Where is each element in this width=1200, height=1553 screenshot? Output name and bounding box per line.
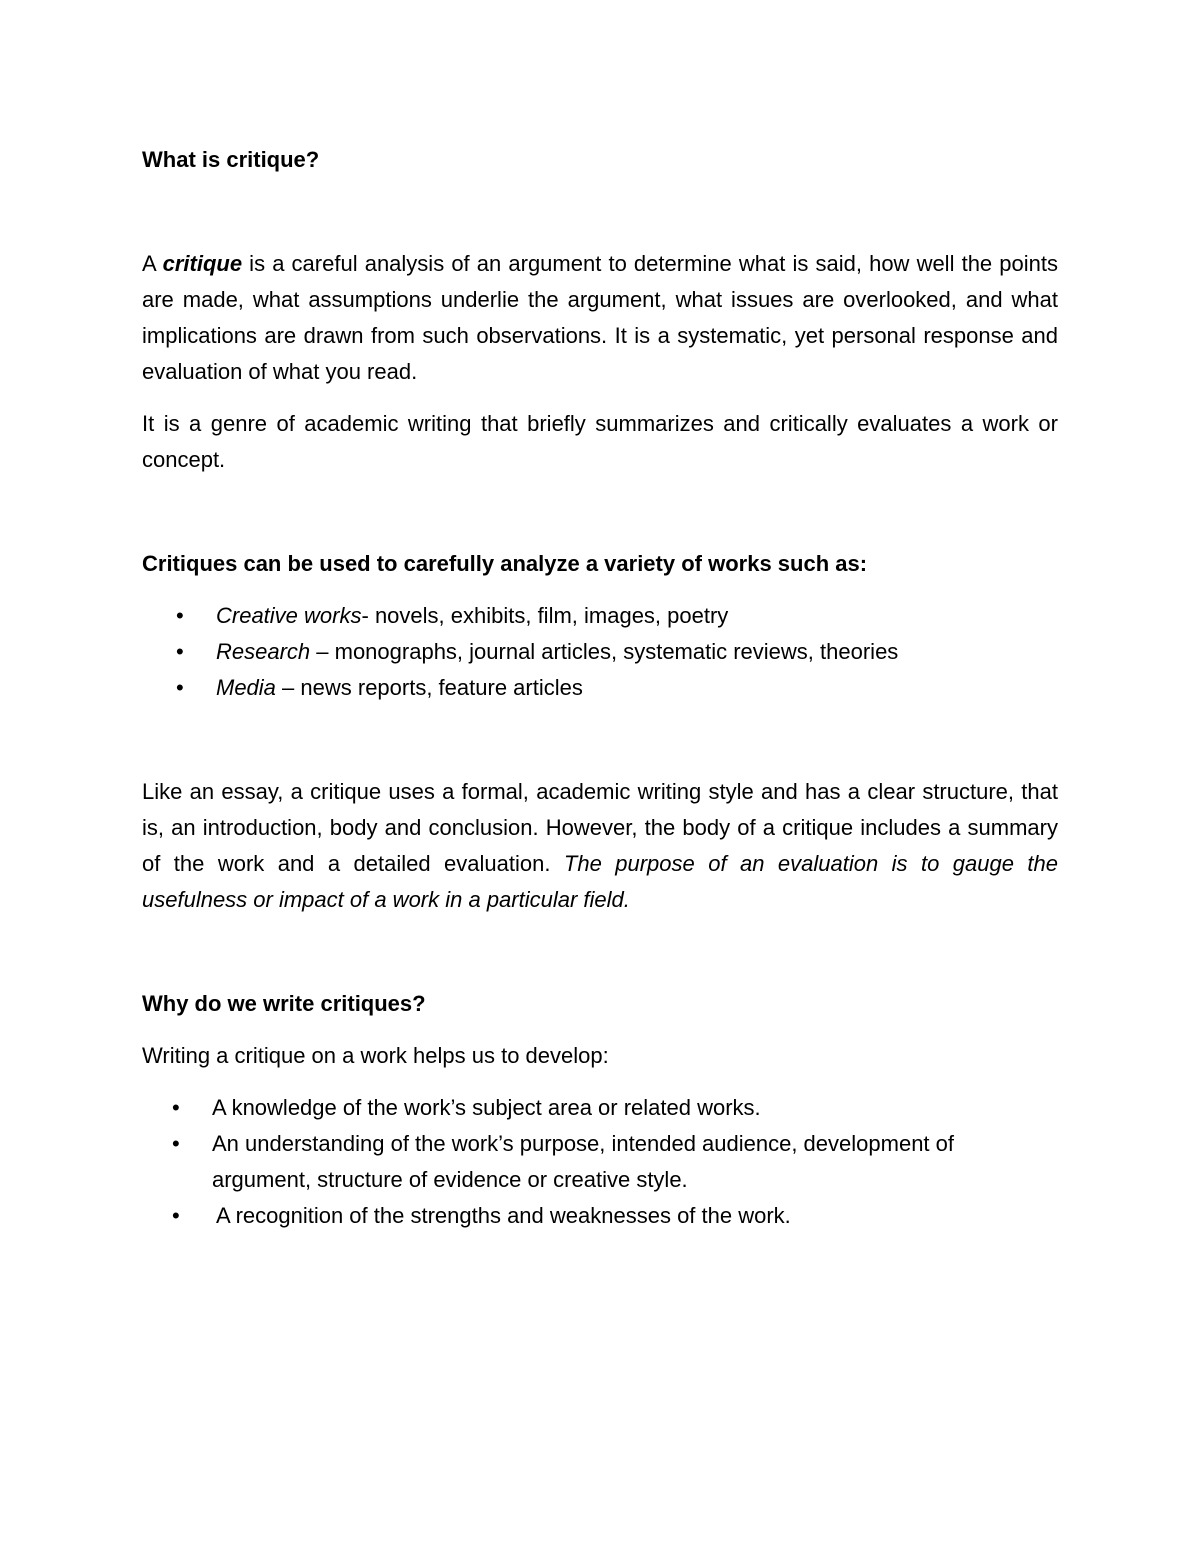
use-description: news reports, feature articles <box>300 675 583 700</box>
list-item <box>142 1090 1058 1126</box>
heading-critique-uses: Critiques can be used to carefully analyze a variety of works such as: <box>142 551 868 576</box>
paragraph-italic-purpose: The purpose of an evaluation is to gauge the usefulness or impact of a work in a particular field. <box>142 851 1058 912</box>
paragraph-lead: A <box>142 251 163 276</box>
bullet-icon: • <box>172 1095 180 1120</box>
paragraph-critique-definition <box>142 246 1058 390</box>
use-separator: – <box>275 675 301 700</box>
paragraph-text: Like an essay, a critique uses a formal, academic writing style and has a clear structure, that is, an introduction, body and conclusion. However, the body of a critique includes a summary of the work and a detailed evaluation. <box>142 779 1058 876</box>
bullet-icon: • <box>176 603 184 628</box>
use-description: novels, exhibits, film, images, poetry <box>374 603 729 628</box>
heading-what-is-critique: What is critique? <box>142 147 320 172</box>
bullet-icon: • <box>176 675 184 700</box>
use-term: Creative works <box>216 603 362 628</box>
benefit-text: A knowledge of the work’s subject area or related works. <box>212 1095 761 1120</box>
heading-why-write: Why do we write critiques? <box>142 991 426 1016</box>
paragraph-essay-comparison <box>142 774 1058 918</box>
list-item <box>142 598 1058 634</box>
paragraph-helps-develop: Writing a critique on a work helps us to develop: <box>142 1043 609 1068</box>
list-item <box>142 670 1058 706</box>
benefit-text: An understanding of the work’s purpose, intended audience, development of argument, structure of evidence or creative style. <box>212 1131 954 1192</box>
benefit-text: A recognition of the strengths and weaknesses of the work. <box>216 1203 791 1228</box>
use-description: monographs, journal articles, systematic reviews, theories <box>334 639 899 664</box>
use-term: Research <box>216 639 311 664</box>
list-item <box>142 1126 1058 1198</box>
paragraph-rest: is a careful analysis of an argument to determine what is said, how well the points are made, what assumptions underlie the argument, what issues are overlooked, and what implications are drawn from such observations. It is a systematic, yet personal response and evaluation of what you read. <box>142 251 1058 384</box>
list-item <box>142 1198 1058 1234</box>
list-item <box>142 634 1058 670</box>
benefits-list <box>142 1090 1058 1234</box>
bullet-icon: • <box>172 1131 180 1156</box>
use-term: Media <box>216 675 276 700</box>
bullet-icon: • <box>172 1203 180 1228</box>
uses-list <box>142 598 1058 706</box>
paragraph-genre: It is a genre of academic writing that briefly summarizes and critically evaluates a work or concept. <box>142 411 1058 472</box>
use-separator: – <box>310 639 335 664</box>
term-critique: critique <box>162 251 243 276</box>
use-separator: - <box>361 603 375 628</box>
bullet-icon: • <box>176 639 184 664</box>
